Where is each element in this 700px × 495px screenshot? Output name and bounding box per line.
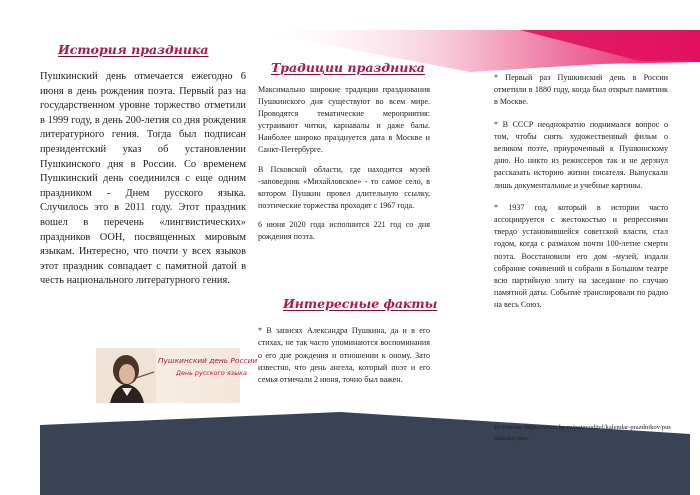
- source-link[interactable]: Источник: https://www.kp.ru/putevoditel/kalendar-prazdnikov/pushkinskij-den/: [494, 424, 671, 442]
- fact-paragraph: * В СССР неоднократно поднимался вопрос о том, чтобы снять художественный фильм о великом поэте, приуроченный к Пушкинскому дню. Но никто из режиссеров так и не дерзнул рассказать историю жизни писателя. Выпускали лишь документальные и учебные картины.: [494, 119, 668, 190]
- facts-text: * В записях Александра Пушкина, да и в его стихах, не так часто упоминаются воспоминания о его дне рождения и отношении к оному. Зато известно, что день ангела, который поэт и его семья отмечали 2 июня, точно был важен.: [258, 326, 430, 385]
- pushkin-banner: [96, 348, 258, 403]
- traditions-paragraph: Максимально широкие традиции празднования Пушкинского дня существуют во всем мире. Проводятся тематические мероприятия: устраивают читки, карнавалы и даже балы. Наиболее широко празднуется дата в Москве и Санкт-Петербурге.: [258, 85, 430, 155]
- traditions-paragraph: 6 июня 2020 года исполнится 221 год со дня рождения поэта.: [258, 219, 430, 242]
- fact-paragraph: * Первый раз Пушкинский день в России отметили в 1880 году, когда был открыт памятник в Москве.: [494, 73, 668, 107]
- fact-paragraph: * 1937 год, который в истории часто ассоциируется с жестокостью и репрессиями твердо установившейся советской власти, стал годом, когда с размахом почти 100-летие смерти поэта. Восстановили его дом -музей, издали собрание сочинений и собрали в Большом театре всю партийную элиту на заседание по случаю памятной даты. Событие транслировали по радио на весь Союз.: [494, 202, 668, 310]
- banner-title: Пушкинский день России: [158, 356, 258, 365]
- right-facts-text: [494, 72, 668, 322]
- facts-heading: Интересные факты: [283, 296, 438, 311]
- history-heading: История праздника: [58, 42, 209, 57]
- traditions-text: [258, 84, 430, 250]
- history-text: Пушкинский день отмечается ежегодно 6 июня в день рождения поэта. Первый раз на государственном уровне торжество отметили в 1999 году, в день 200-летия со дня рождения литературного гения. Тогда был подписан президентский указ об установлении Пушкинского дня в России. Со временем Пушкинский день соединился с еще одним праздником - Днем русского языка. Случилось это в 2011 году. Этот праздник вошел в перечень «лингвистических» праздников ООН, посвященных мировым языкам. Интересно, что почти у всех языков этот праздник совпадает с памятной датой в честь национального литературного гения.: [40, 71, 246, 287]
- banner-subtitle: День русского языка: [176, 369, 247, 377]
- traditions-paragraph: В Псковской области, где находится музей -заповедник «Михайловское» - то самое село, в котором Пушкин провел длительную ссылку, поэтические торжества проходят с 1967 года.: [258, 164, 430, 210]
- traditions-heading: Традиции праздника: [271, 60, 425, 75]
